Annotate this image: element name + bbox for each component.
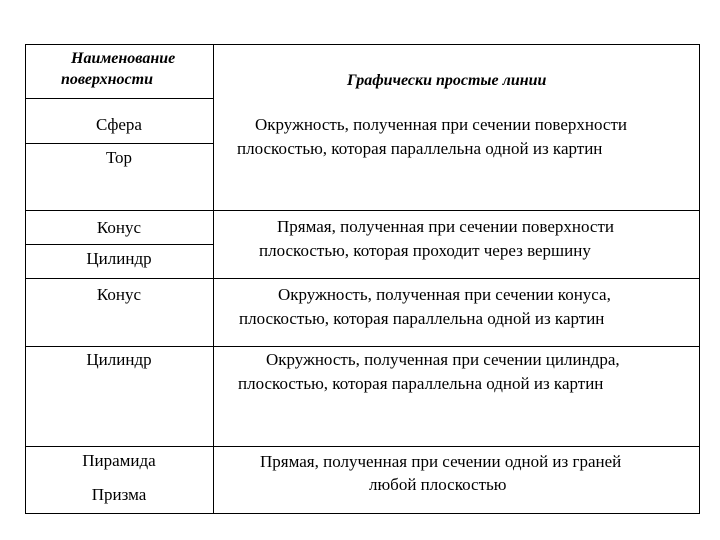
description-line: Окружность, полученная при сечении поверхности — [255, 115, 627, 134]
description-line: Окружность, полученная при сечении цилиндра, — [266, 350, 620, 369]
surface-pyramid: Пирамида — [82, 451, 156, 470]
header-surface-name-line1: Наименование — [71, 50, 176, 67]
column-divider — [213, 44, 214, 514]
surface-cylinder: Цилиндр — [86, 249, 152, 268]
description-line: любой плоскостью — [369, 475, 507, 494]
description-line: плоскостью, которая параллельна одной из картин — [238, 374, 604, 393]
description-line: плоскостью, которая параллельна одной из картин — [239, 309, 605, 328]
row-divider — [25, 346, 700, 347]
surfaces-table — [25, 44, 700, 514]
description-line: Прямая, полученная при сечении одной из граней — [260, 452, 622, 471]
surface-torus: Тор — [105, 148, 133, 167]
surface-cone: Конус — [96, 285, 142, 304]
header-divider — [25, 98, 213, 99]
surface-sphere: Сфера — [96, 115, 142, 134]
row-divider — [25, 210, 700, 211]
row-divider — [25, 278, 700, 279]
table-border-top — [25, 44, 700, 45]
table-border-bottom — [25, 513, 700, 514]
sub-row-divider — [25, 244, 213, 245]
surface-cone: Конус — [96, 218, 142, 237]
table-border-right — [699, 44, 700, 514]
header-surface-name-line2: поверхности — [61, 71, 153, 88]
description-line: Окружность, полученная при сечении конуса, — [278, 285, 611, 304]
description-line: плоскостью, которая проходит через вершину — [259, 241, 591, 260]
row-divider — [25, 446, 700, 447]
description-line: Прямая, полученная при сечении поверхности — [277, 217, 614, 236]
header-lines: Графически простые линии — [347, 72, 547, 89]
sub-row-divider — [25, 143, 213, 144]
description-line: плоскостью, которая параллельна одной из картин — [237, 139, 603, 158]
surface-prism: Призма — [91, 485, 147, 504]
surface-cylinder: Цилиндр — [86, 350, 152, 369]
